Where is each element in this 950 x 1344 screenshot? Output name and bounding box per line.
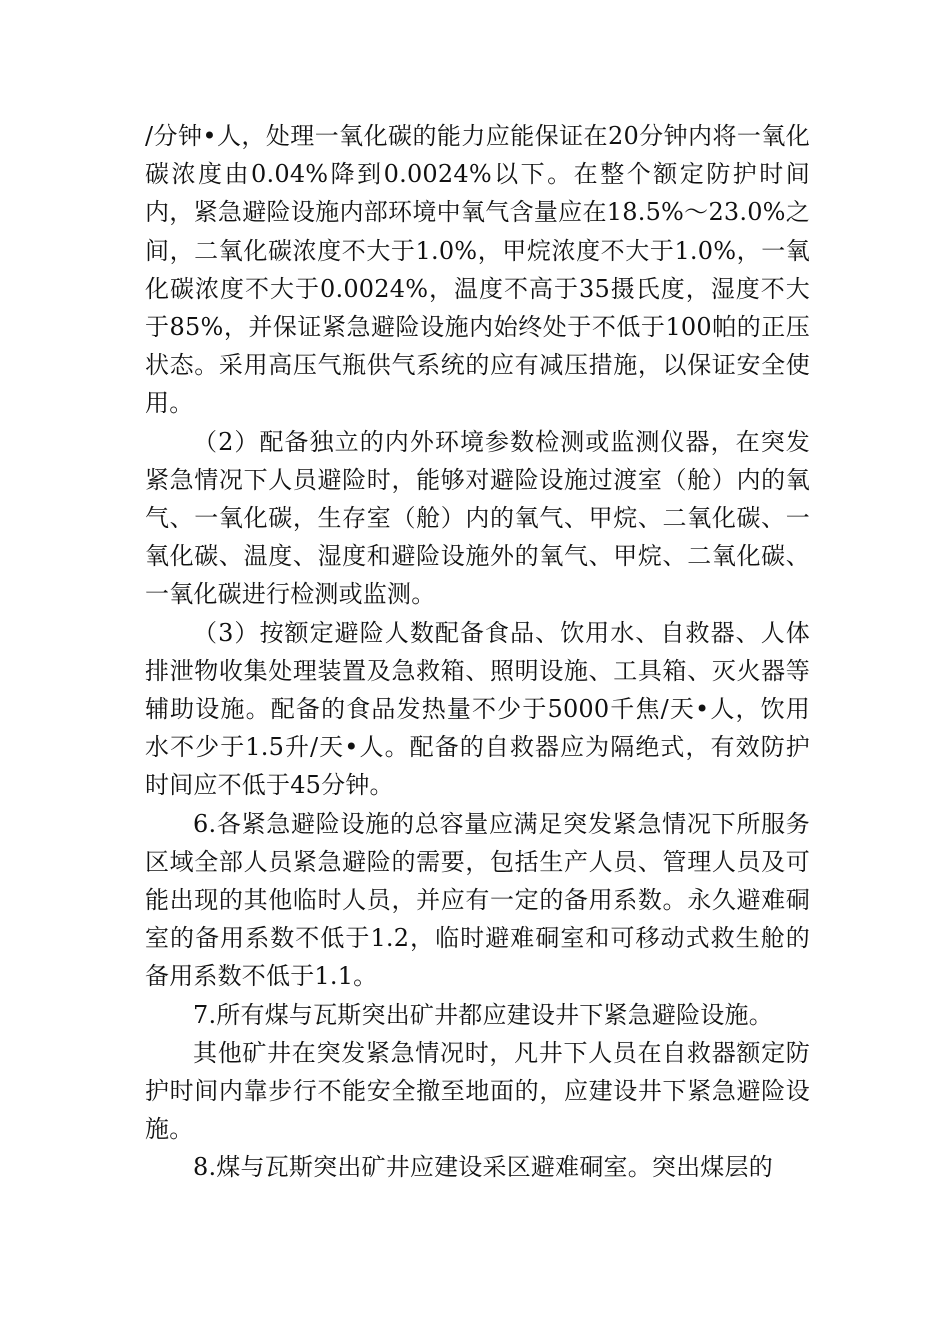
paragraph-item-3: （3）按额定避险人数配备食品、饮用水、自救器、人体排泄物收集处理装置及急救箱、照明设施、工具箱、灭火器等辅助设施。配备的食品发热量不少于5000千焦/天•人，饮用水不少于1.5升/天•人。配备的自救器应为隔绝式，有效防护时间应不低于45分钟。 [145, 618, 810, 800]
paragraph-continuation: /分钟•人，处理一氧化碳的能力应能保证在20分钟内将一氧化碳浓度由0.04%降到0.0024%以下。在整个额定防护时间内，紧急避险设施内部环境中氧气含量应在18.5%～23.0%之间，二氧化碳浓度不大于1.0%，甲烷浓度不大于1.0%，一氧化碳浓度不大于0.0024%，温度不高于35摄氏度，湿度不大于85%，并保证紧急避险设施内始终处于不低于100帕的正压状态。采用高压气瓶供气系统的应有减压措施，以保证安全使用。 [145, 122, 810, 418]
paragraph-item-8: 8.煤与瓦斯突出矿井应建设采区避难硐室。突出煤层的 [193, 1153, 773, 1182]
paragraph-item-2: （2）配备独立的内外环境参数检测或监测仪器，在突发紧急情况下人员避险时，能够对避险设施过渡室（舱）内的氧气、一氧化碳，生存室（舱）内的氧气、甲烷、二氧化碳、一氧化碳、温度、湿度和避险设施外的氧气、甲烷、二氧化碳、一氧化碳进行检测或监测。 [145, 427, 810, 609]
document-page [145, 117, 810, 1187]
paragraph-item-7-other: 其他矿井在突发紧急情况时，凡井下人员在自救器额定防护时间内靠步行不能安全撤至地面的，应建设井下紧急避险设施。 [145, 1038, 810, 1144]
paragraph-item-6: 6.各紧急避险设施的总容量应满足突发紧急情况下所服务区域全部人员紧急避险的需要，包括生产人员、管理人员及可能出现的其他临时人员，并应有一定的备用系数。永久避难硐室的备用系数不低于1.2，临时避难硐室和可移动式救生舱的备用系数不低于1.1。 [145, 809, 810, 991]
paragraph-item-7: 7.所有煤与瓦斯突出矿井都应建设井下紧急避险设施。 [193, 1000, 773, 1029]
